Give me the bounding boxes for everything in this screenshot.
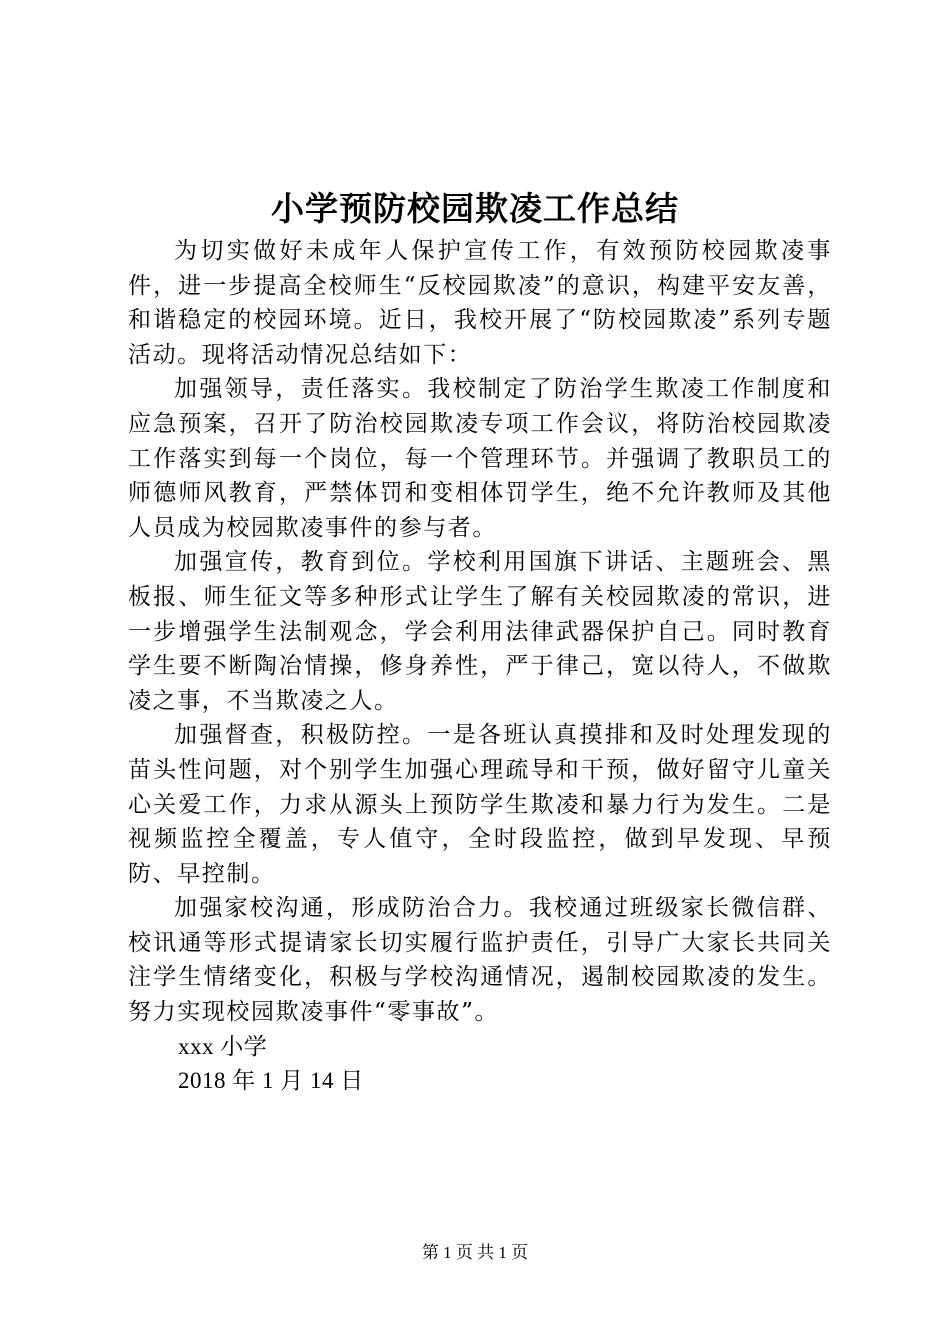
signature-organization: xxx 小学 xyxy=(178,1033,268,1059)
document-title: 小学预防校园欺凌工作总结 xyxy=(271,189,679,228)
page-footer: 第 1 页 共 1 页 xyxy=(421,1243,529,1262)
document-body xyxy=(128,234,832,1099)
paragraph-home-school: 加强家校沟通，形成防治合力。我校通过班级家长微信群、校讯通等形式提请家长切实履行监护责任，引导广大家长共同关注学生情绪变化，积极与学校沟通情况，遏制校园欺凌的发生。努力实现校园欺凌事件“零事故”。 xyxy=(128,895,832,1026)
paragraph-supervision: 加强督查，积极防控。一是各班认真摸排和及时处理发现的苗头性问题，对个别学生加强心理疏导和干预，做好留守儿童关心关爱工作，力求从源头上预防学生欺凌和暴力行为发生。二是视频监控全覆盖，专人值守，全时段监控，做到早发现、早预防、早控制。 xyxy=(128,722,832,887)
signature-date: 2018 年 1 月 14 日 xyxy=(178,1068,364,1094)
paragraph-intro: 为切实做好未成年人保护宣传工作，有效预防校园欺凌事件，进一步提高全校师生“反校园欺凌”的意识，构建平安友善，和谐稳定的校园环境。近日，我校开展了“防校园欺凌”系列专题活动。现将活动情况总结如下： xyxy=(128,238,832,368)
paragraph-publicity: 加强宣传，教育到位。学校利用国旗下讲话、主题班会、黑板报、师生征文等多种形式让学生了解有关校园欺凌的常识，进一步增强学生法制观念，学会利用法律武器保护自己。同时教育学生要不断陶冶情操，修身养性，严于律己，宽以待人，不做欺凌之事，不当欺凌之人。 xyxy=(128,549,832,714)
paragraph-leadership: 加强领导，责任落实。我校制定了防治学生欺凌工作制度和应急预案，召开了防治校园欺凌专项工作会议，将防治校园欺凌工作落实到每一个岗位，每一个管理环节。并强调了教职员工的师德师风教育，严禁体罚和变相体罚学生，绝不允许教师及其他人员成为校园欺凌事件的参与者。 xyxy=(128,376,832,541)
